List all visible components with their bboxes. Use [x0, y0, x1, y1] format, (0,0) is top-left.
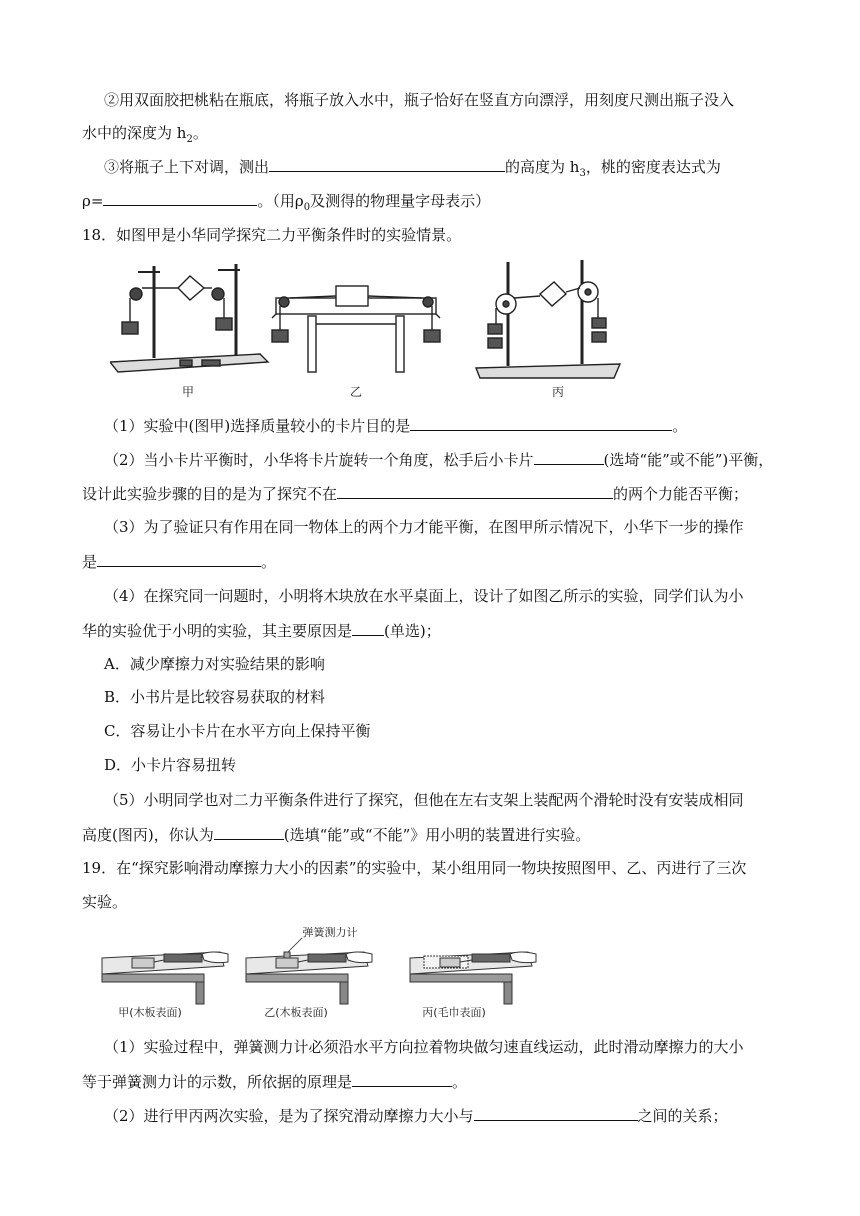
q17-step2-text: ②用双面胶把桃粘在瓶底，将瓶子放入水中，瓶子恰好在竖直方向漂浮，用刻度尺测出瓶子没入 — [104, 91, 735, 109]
q19-part2-text: （2）进行甲丙两次实验，是为了探究滑动摩擦力大小与 — [104, 1107, 474, 1125]
q18-part5-opinion-text: 高度(图丙)，你认为 — [82, 826, 214, 844]
q18-blank-3[interactable] — [97, 550, 261, 567]
q19-part2-end: 之间的关系； — [637, 1107, 728, 1125]
q18-part3-line1 — [104, 516, 744, 538]
q18-part3-line2 — [82, 550, 276, 573]
q19-blank-2[interactable] — [474, 1104, 638, 1121]
q17-step2-line1 — [104, 89, 734, 111]
q18-part5-end: (选填“能”或“不能”》用小明的装置进行实验。 — [283, 826, 591, 844]
q18-option-c — [104, 720, 370, 742]
q18-part4-line1 — [104, 585, 744, 607]
q18-part4-reason-text: 华的实验优于小明的实验，其主要原因是 — [82, 622, 353, 640]
q17-step2-depth-text: 水中的深度为 h — [82, 124, 187, 142]
q18-part1 — [104, 414, 687, 437]
q17-rho0-text: 。（用ρ — [257, 192, 304, 210]
q18-option-a-text: A．减少摩擦力对实验结果的影响 — [104, 655, 325, 673]
q18-label-jia: 甲 — [181, 385, 195, 399]
q19-part1-line1 — [104, 1036, 744, 1058]
q19-figure-bing — [410, 952, 536, 1004]
q19-figure-jia — [102, 952, 228, 1004]
q18-label-yi: 乙 — [349, 385, 363, 399]
q18-part3-end: 。 — [261, 553, 277, 571]
q17-blank-height[interactable] — [269, 155, 505, 172]
q18-part2-line2 — [82, 482, 748, 505]
q18-blank-2a[interactable] — [534, 448, 604, 465]
q17-h3-subscript: 3 — [579, 168, 586, 179]
q18-figure-jia — [110, 264, 268, 372]
q18-part1-end: 。 — [672, 417, 688, 435]
q17-step3-text: ③将瓶子上下对调，测出 — [104, 158, 270, 176]
q19-figure-yi — [246, 952, 372, 1004]
q19-part2 — [104, 1104, 728, 1127]
q18-stem — [82, 224, 461, 246]
q18-part2-choice-text: (选埼“能”或不能”)平衡， — [603, 451, 774, 469]
q19-stem-text: 19．在“探究影响滑动摩擦力大小的因素”的实验中，某小组用同一物块按照图甲、乙、丙进行了三次 — [82, 859, 747, 877]
q17-rho0-subscript: 0 — [303, 202, 311, 213]
q17-step3-line2 — [82, 189, 490, 219]
q18-blank-4[interactable] — [352, 619, 384, 636]
q18-figure-bing — [476, 260, 620, 378]
q18-part3-text: （3）为了验证只有作用在同一物体上的两个力才能平衡，在图甲所示情况下，小华下一步的操作 — [104, 518, 744, 536]
q18-stem-text: 18．如图甲是小华同学探究二力平衡条件时的实验情景。 — [82, 226, 462, 244]
q18-blank-2b[interactable] — [337, 482, 613, 499]
q19-caption-bing: 丙(毛巾表面) — [422, 1006, 486, 1019]
q18-part5-text: （5）小明同学也对二力平衡条件进行了探究，但他在左右支架上装配两个滑轮时没有安装成相同 — [104, 791, 744, 809]
q18-part4-end: (单选)； — [384, 622, 441, 640]
q19-part1-end: 。 — [452, 1073, 468, 1091]
q18-part5-line2 — [82, 823, 590, 846]
q18-label-bing: 丙 — [551, 385, 565, 399]
q18-figure-yi — [272, 286, 440, 372]
q18-part3-shi: 是 — [82, 553, 98, 571]
q17-step3-line1 — [104, 155, 721, 185]
q17-step3-height-text: 的高度为 h — [505, 158, 580, 176]
q17-rho-label: ρ= — [82, 192, 104, 210]
q18-option-a — [104, 653, 325, 675]
q19-stem-line2 — [82, 891, 127, 913]
q19-friction-figure — [92, 922, 562, 1022]
q18-part5-line1 — [104, 789, 744, 811]
q17-blank-density[interactable] — [103, 189, 257, 206]
q18-part4-text: （4）在探究同一问题时，小明将木块放在水平桌面上，设计了如图乙所示的实验，同学们认为小 — [104, 587, 744, 605]
q19-part1-text: （1）实验过程中，弹簧测力计必须沿水平方向拉着物块做匀速直线运动，此时滑动摩擦力的大小 — [104, 1038, 744, 1056]
q18-part2-end: 的两个力能否平衡； — [613, 485, 749, 503]
q18-option-d-text: D．小卡片容易扭转 — [104, 756, 237, 774]
q19-stem-end: 实验。 — [82, 893, 128, 911]
q18-blank-5[interactable] — [214, 823, 284, 840]
q17-step2-line2 — [82, 122, 208, 151]
q17-step2-end: 。 — [192, 124, 208, 142]
q18-part2-line1 — [104, 448, 773, 471]
q17-h2-subscript: 2 — [186, 134, 193, 145]
q18-blank-1[interactable] — [410, 414, 672, 431]
q19-spring-scale-label: 弹簧测力计 — [302, 926, 358, 939]
q19-part1-line2 — [82, 1070, 467, 1093]
q17-step3-density-text: ，桃的密度表达式为 — [585, 158, 721, 176]
q18-part2-text: （2）当小卡片平衡时，小华将卡片旋转一个角度，松手后小卡片 — [104, 451, 534, 469]
q18-part4-line2 — [82, 619, 441, 642]
q18-option-c-text: C．容易让小卡片在水平方向上保持平衡 — [104, 722, 371, 740]
q18-option-d — [104, 754, 236, 776]
q18-option-b — [104, 686, 325, 708]
q19-stem-line1 — [82, 857, 746, 879]
q19-caption-yi: 乙(木板表面) — [264, 1006, 328, 1019]
q17-instruction-text: 及测得的物理量字母表示） — [310, 192, 491, 210]
q19-blank-1[interactable] — [352, 1070, 452, 1087]
q19-caption-jia: 甲(木板表面) — [118, 1006, 182, 1019]
q19-part1-principle-text: 等于弹簧测力计的示数，所依据的原理是 — [82, 1073, 353, 1091]
q18-part2-purpose-text: 设计此实验步骤的目的是为了探究不在 — [82, 485, 338, 503]
q18-option-b-text: B．小书片是比较容易获取的材料 — [104, 688, 326, 706]
q18-part1-text: （1）实验中(图甲)选择质量较小的卡片目的是 — [104, 417, 411, 435]
q18-apparatus-figure — [110, 258, 630, 406]
